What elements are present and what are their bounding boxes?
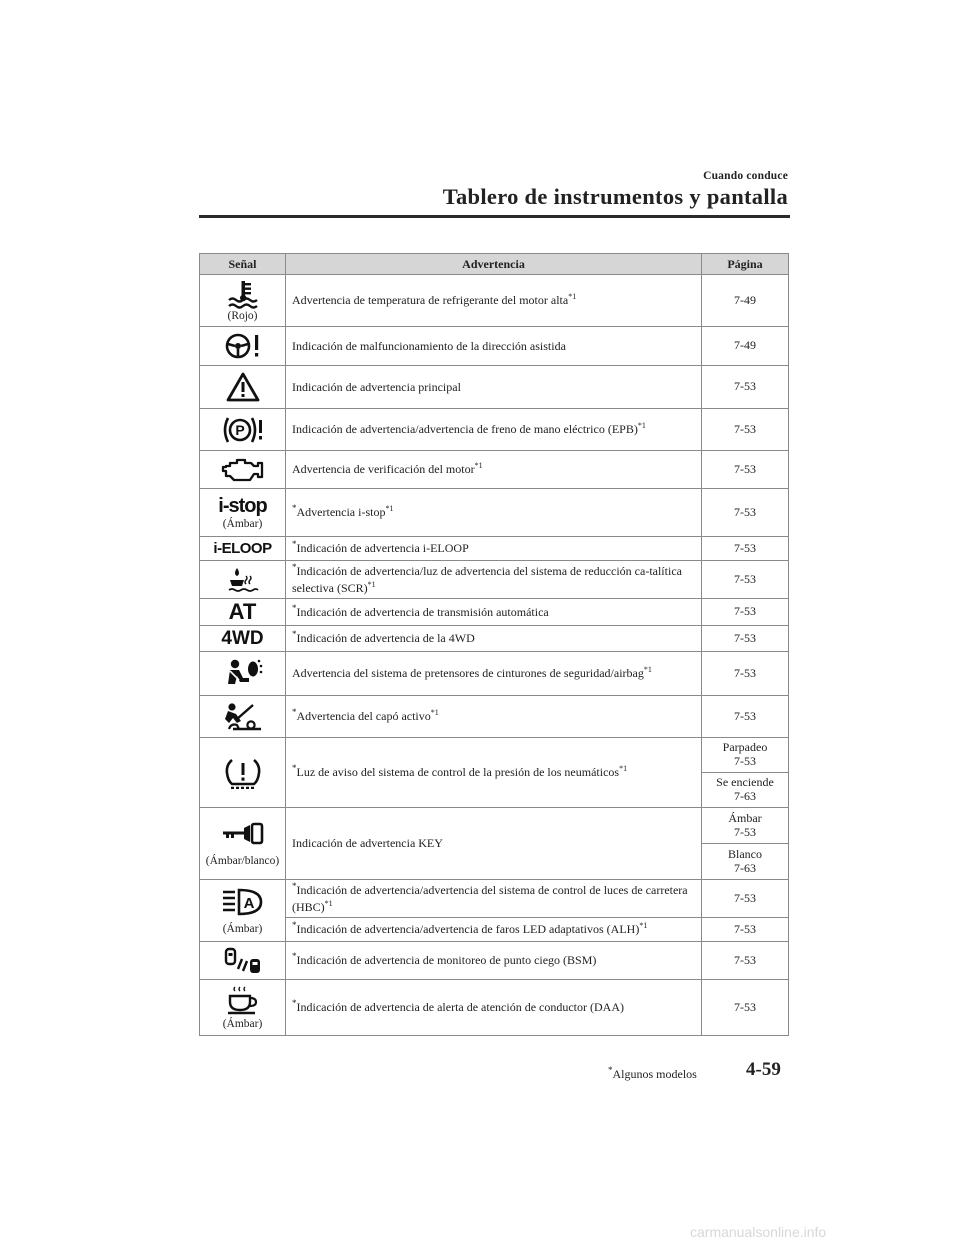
footnote-mark: *1 xyxy=(367,579,376,589)
page-ref: 7-53 xyxy=(702,980,789,1036)
col-warning-header: Advertencia xyxy=(286,254,702,275)
page-ref: 7-53 xyxy=(734,754,756,768)
4wd-icon: 4WD xyxy=(221,627,264,649)
table-row xyxy=(200,738,789,773)
signal-color-caption: (Rojo) xyxy=(227,310,258,322)
i-eloop-icon: i-ELOOP xyxy=(213,540,272,557)
footnote-some-models xyxy=(608,1065,697,1082)
footnote-mark: *1 xyxy=(637,421,646,431)
bsm-icon xyxy=(223,947,263,975)
table-row xyxy=(200,275,789,327)
page-ref: 7-53 xyxy=(702,537,789,561)
table-row xyxy=(200,626,789,652)
warning-text: Indicación de advertencia/advertencia de freno de mano eléctrico (EPB) xyxy=(292,422,638,437)
warning-text: Advertencia de temperatura de refrigerante del motor alta xyxy=(292,293,569,308)
footnote-text: Algunos modelos xyxy=(612,1067,697,1081)
signal-color-caption: (Ámbar) xyxy=(222,1018,263,1030)
footnote-mark: *1 xyxy=(639,921,648,931)
col-signal-header: Señal xyxy=(200,254,286,275)
footnote-mark: *1 xyxy=(385,504,394,514)
table-header-row xyxy=(200,254,789,275)
some-models-star: * xyxy=(292,881,297,892)
table-row xyxy=(200,409,789,451)
signal-color-caption: (Ámbar) xyxy=(222,922,263,935)
section-label: Cuando conduce xyxy=(703,170,788,182)
active-bonnet-icon xyxy=(223,701,263,733)
footnote-mark: *1 xyxy=(324,898,333,908)
warning-text: Luz de aviso del sistema de control de la presión de los neumáticos xyxy=(296,765,620,780)
some-models-star: * xyxy=(292,562,297,573)
at-icon: AT xyxy=(228,599,257,624)
table-row xyxy=(200,652,789,696)
warning-text: Indicación de advertencia de alerta de atención de conductor (DAA) xyxy=(296,1000,625,1015)
header-rule xyxy=(199,215,790,218)
airbag-icon xyxy=(223,658,263,690)
signal-color-caption: (Ámbar/blanco) xyxy=(205,854,280,867)
page-ref: 7-53 xyxy=(702,942,789,980)
warning-text: Indicación de advertencia de la 4WD xyxy=(296,631,475,646)
warning-text: Indicación de advertencia/luz de advertencia del sistema de reducción ca-talítica selectiva (SCR) xyxy=(292,564,682,595)
warning-text: Advertencia del capó activo xyxy=(296,709,431,724)
footnote-mark: *1 xyxy=(619,764,628,774)
page-ref: 7-49 xyxy=(702,327,789,366)
power-steering-icon xyxy=(223,332,263,360)
page-ref: 7-49 xyxy=(702,275,789,327)
signal-table xyxy=(199,253,789,1036)
page-title: Tablero de instrumentos y pantalla xyxy=(442,184,788,209)
page-number: 4-59 xyxy=(746,1059,781,1080)
page-ref: 7-53 xyxy=(702,626,789,652)
table-row xyxy=(200,696,789,738)
page-ref: 7-53 xyxy=(702,599,789,626)
some-models-star: * xyxy=(292,539,297,550)
tpms-icon xyxy=(224,757,262,789)
table-row xyxy=(200,489,789,537)
table-row xyxy=(200,561,789,599)
table-row xyxy=(200,942,789,980)
page-ref: 7-63 xyxy=(734,860,756,875)
coolant-temperature-icon xyxy=(225,279,261,309)
some-models-star: * xyxy=(292,629,297,640)
check-engine-icon xyxy=(221,457,265,483)
page-ref: 7-53 xyxy=(702,561,789,599)
table-row xyxy=(200,880,789,918)
page-ref: 7-53 xyxy=(702,366,789,409)
scr-icon xyxy=(227,566,259,594)
table-row xyxy=(200,327,789,366)
some-models-star: * xyxy=(292,920,297,931)
warning-text: Indicación de advertencia principal xyxy=(292,379,461,394)
warning-text: Indicación de malfuncionamiento de la dirección asistida xyxy=(292,338,566,353)
footnote-mark: *1 xyxy=(568,292,577,302)
some-models-star: * xyxy=(292,763,297,774)
page-ref: 7-53 xyxy=(702,409,789,451)
some-models-star: * xyxy=(292,602,297,613)
warning-text: Indicación de advertencia i-ELOOP xyxy=(296,541,469,556)
table-row xyxy=(200,537,789,561)
footnote-mark: *1 xyxy=(643,665,652,675)
table-row xyxy=(200,918,789,942)
coffee-cup-icon xyxy=(225,985,261,1017)
table-row xyxy=(200,808,789,844)
col-page-header: Página xyxy=(702,254,789,275)
table-row xyxy=(200,366,789,409)
warning-text: Advertencia del sistema de pretensores de cinturones de seguridad/airbag xyxy=(292,666,644,681)
page-ref: 7-53 xyxy=(702,489,789,537)
hbc-icon xyxy=(221,887,265,917)
table-row xyxy=(200,451,789,489)
some-models-star: * xyxy=(292,998,297,1009)
page-ref: 7-53 xyxy=(702,880,789,918)
page-ref: 7-53 xyxy=(702,696,789,738)
watermark: carmanualsonline.info xyxy=(690,1224,827,1240)
svg-text:P: P xyxy=(234,421,245,438)
key-icon xyxy=(221,821,265,847)
table-row xyxy=(200,980,789,1036)
warning-text: Indicación de advertencia/advertencia de faros LED adaptativos (ALH) xyxy=(296,922,640,937)
warning-text: Indicación de advertencia/advertencia del sistema de control de luces de carretera (HBC) xyxy=(292,883,688,914)
page-ref-label: Blanco xyxy=(728,846,762,861)
some-models-star: * xyxy=(292,503,297,514)
footnote-mark: *1 xyxy=(430,708,439,718)
warning-text: Indicación de advertencia de monitoreo de punto ciego (BSM) xyxy=(296,953,597,968)
some-models-star: * xyxy=(292,951,297,962)
svg-text:A: A xyxy=(243,894,254,912)
warning-text: Indicación de advertencia KEY xyxy=(292,836,443,851)
warning-text: Advertencia i-stop xyxy=(296,505,386,520)
page-ref: 7-53 xyxy=(702,451,789,489)
page-ref: 7-53 xyxy=(702,652,789,696)
footnote-mark: *1 xyxy=(474,461,483,471)
page-ref-label: Se enciende xyxy=(716,775,774,790)
page-ref: 7-53 xyxy=(702,918,789,942)
page-ref-label: Ámbar xyxy=(728,810,762,825)
warning-text: Indicación de advertencia de transmisión automática xyxy=(296,604,549,619)
signal-color-caption: (Ámbar) xyxy=(222,518,263,530)
page-ref: 7-63 xyxy=(734,789,756,803)
page-ref-label: Parpadeo xyxy=(722,740,768,755)
master-warning-icon xyxy=(225,371,261,403)
i-stop-icon: i-stop xyxy=(218,495,267,517)
table-row xyxy=(200,599,789,626)
epb-icon xyxy=(222,414,264,446)
some-models-star: * xyxy=(292,707,297,718)
page-ref: 7-53 xyxy=(734,824,756,839)
warning-text: Advertencia de verificación del motor xyxy=(292,462,475,477)
footnote-star: * xyxy=(608,1065,613,1075)
